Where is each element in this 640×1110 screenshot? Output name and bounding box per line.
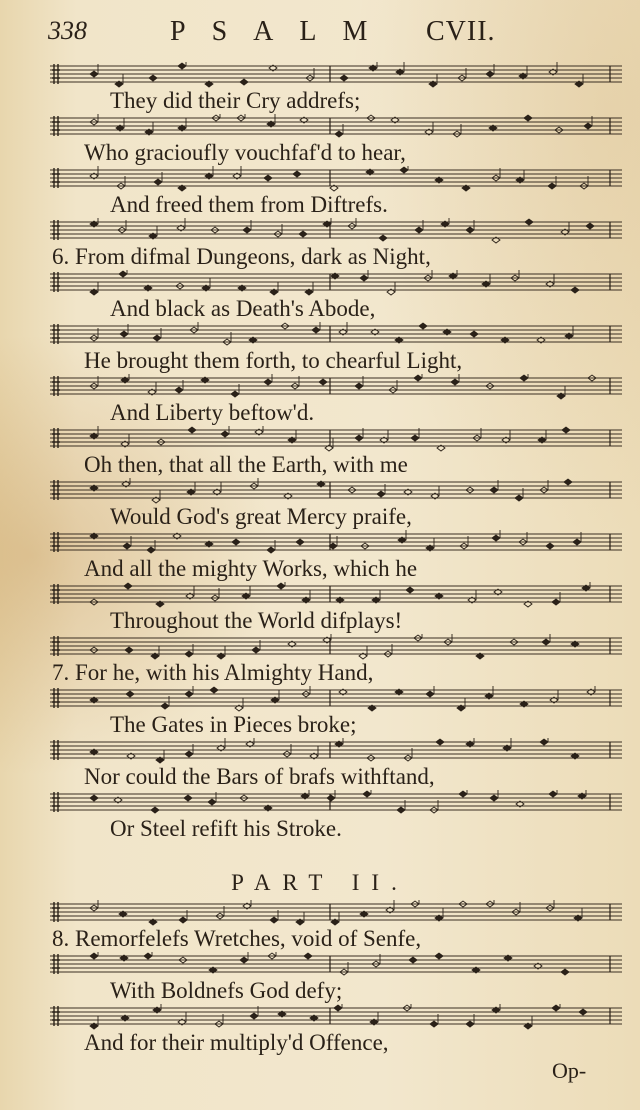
part-heading: PART II. — [231, 870, 409, 895]
lyric-line: He brought them forth, to chearful Light, — [84, 348, 463, 373]
psalm-number: CVII. — [426, 16, 496, 47]
lyric-line: Or Steel refift his Stroke. — [110, 816, 342, 841]
lyric-line: And all the mighty Works, which he — [84, 556, 418, 581]
page-number: 338 — [48, 16, 87, 45]
lyric-line: Nor could the Bars of brafs withftand, — [84, 764, 435, 789]
lyric-line: Oh then, that all the Earth, with me — [84, 452, 408, 477]
lyric-line: 8. Remorfelefs Wretches, void of Senfe, — [52, 926, 422, 951]
lyric-line: Throughout the World difplays! — [110, 608, 403, 633]
lyric-line: With Boldnefs God defy; — [110, 978, 343, 1003]
lyric-line: Would God's great Mercy praife, — [110, 504, 412, 529]
catchword: Op- — [552, 1058, 587, 1083]
running-title: PSALM — [170, 16, 394, 47]
lyric-line: And freed them from Diftrefs. — [110, 192, 388, 217]
lyric-line: Who gracioufly vouchfaf'd to hear, — [84, 140, 406, 165]
lyric-line: And black as Death's Abode, — [110, 296, 376, 321]
lyric-line: They did their Cry addrefs; — [110, 88, 361, 113]
lyric-line: 6. From difmal Dungeons, dark as Night, — [52, 244, 431, 269]
lyric-line: And Liberty beftow'd. — [110, 400, 315, 425]
lyric-line: The Gates in Pieces broke; — [110, 712, 357, 737]
lyric-line: 7. For he, with his Almighty Hand, — [52, 660, 374, 685]
lyric-line: And for their multiply'd Offence, — [84, 1030, 389, 1055]
